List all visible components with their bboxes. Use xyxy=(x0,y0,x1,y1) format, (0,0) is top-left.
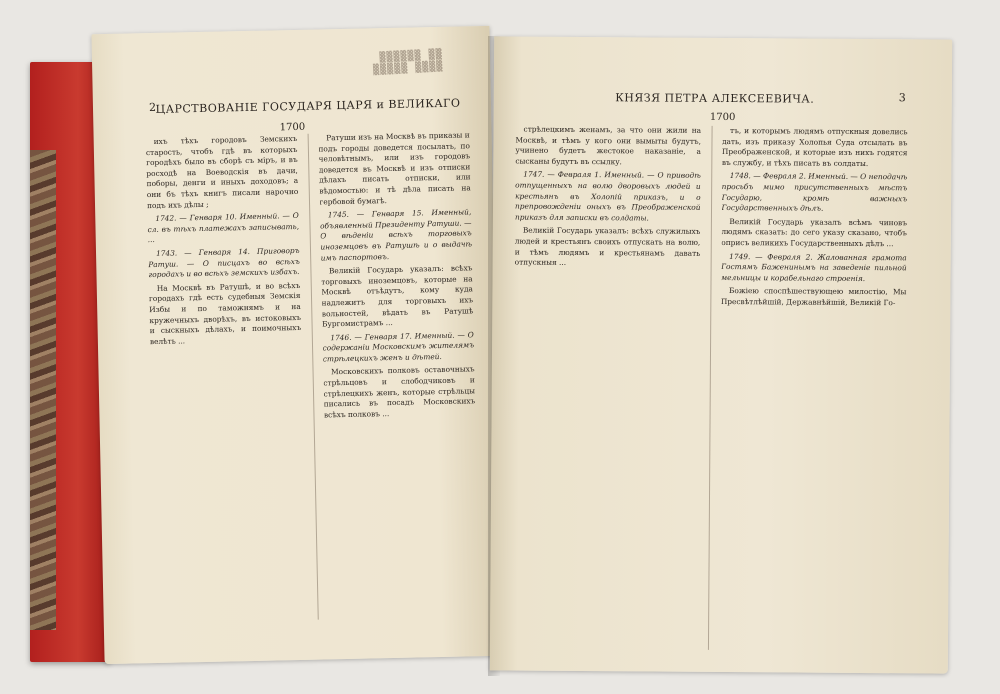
right-year: 1700 xyxy=(709,111,736,124)
book-cover-marble xyxy=(30,150,56,630)
left-page xyxy=(91,26,502,664)
article-heading: 1743. — Генваря 14. Приговоръ Ратуш. — О писцахъ во всѣхъ городахъ и во всѣхъ земскихъ избахъ. xyxy=(148,245,300,280)
left-columns xyxy=(146,130,480,623)
article-heading: 1749. — Февраля 2. Жалованная грамота Гостямъ Баженинымъ на заведеніе пильной мельницы и корабельнаго строенія. xyxy=(721,251,907,283)
right-page xyxy=(490,36,952,673)
paragraph: Великій Государь указалъ всѣмъ чиновъ людямъ сказать: до сего указу сказано, чтобъ оприсъ великихъ Государственныхъ дѣлъ ... xyxy=(721,216,907,249)
left-page-number: 2 xyxy=(148,100,157,115)
paragraph: стрѣлецкимъ женамъ, за что они жили на Москвѣ, и тѣмъ у кого они вымыты будутъ, учинено будетъ жестокое наказаніе, а сысканы будутъ въ ссылку. xyxy=(515,124,702,167)
left-column-2 xyxy=(318,130,480,619)
right-columns xyxy=(512,125,908,652)
right-column-2 xyxy=(718,126,907,651)
article-heading: 1748. — Февраля 2. Именный. — О неподачѣ просьбъ мимо присутственныхъ мѣстъ Государю, кромѣ важныхъ Государственныхъ дѣлъ. xyxy=(721,171,908,213)
paragraph: Божіею споспѣшествующею милостію, Мы Пресвѣтлѣйшій, Державнѣйшій, Великій Го- xyxy=(720,286,907,308)
right-column-1 xyxy=(512,125,701,650)
paragraph: Ратуши изъ на Москвѣ въ приказы и подъ городы доведется посылать, по человѣтнымъ, или изъ городовъ доведется въ Москвѣ и изъ отписки дѣлахъ писать отписки, или вѣдомостью: и тѣ дѣла писать на гербовой бумагѣ. xyxy=(318,130,471,207)
left-running-header: ЦАРСТВОВАНІЕ ГОСУДАРЯ ЦАРЯ и ВЕЛИКАГО xyxy=(155,96,461,116)
right-running-header: КНЯЗЯ ПЕТРА АЛЕКСЕЕВИЧА. xyxy=(615,91,815,106)
left-column-1 xyxy=(146,134,308,623)
article-heading: 1747. — Февраля 1. Именный. — О приводѣ отпущенныхъ на волю дворовыхъ людей и крестьянъ въ Холопій приказъ, и о препровожденіи оныхъ въ Преображенской приказъ для записки въ солдаты. xyxy=(514,169,701,223)
article-heading: 1746. — Генваря 17. Именный. — О содержаніи Московскимъ жителямъ стрѣлецкихъ женъ и дѣтей. xyxy=(322,329,475,364)
right-page-number: 3 xyxy=(898,91,906,105)
article-heading: 1742. — Генваря 10. Именный. — О сл. въ тѣхъ платежахъ записывать, ... xyxy=(147,211,300,245)
column-rule xyxy=(307,134,318,620)
paragraph: тъ, и которымъ людямъ отпускныя довелись дать, изъ приказу Холопья Суда отсылать въ Преображенской, и которые изъ нихъ годятся въ службу, и тѣхъ писать въ солдаты. xyxy=(721,126,908,168)
paragraph: Великій Государь указалъ: всѣхъ служилыхъ людей и крестьянъ своихъ отпускать на волю, и тѣмъ людямъ и крестьянамъ давать отпускныя ... xyxy=(514,225,701,268)
column-rule xyxy=(707,126,712,650)
paragraph: ихъ тѣхъ городовъ Земскихъ старость, чтобъ гдѣ въ которыхъ городѣхъ было въ сборѣ съ міръ, и въ росходѣ на Воеводскія въ дачи, поборы, денги и иныхъ доходовъ; а они бъ тѣхъ книгъ писали нарочно подъ ихъ дѣлы ; xyxy=(145,133,299,210)
paragraph: Великій Государь указалъ: всѣхъ торговыхъ иноземцовъ, которые на Москвѣ отъѣдутъ, кому куда надлежитъ для торговыхъ ихъ вольностей, вѣдать въ Ратушѣ Бургомистрамъ ... xyxy=(321,263,474,329)
paragraph: Московскихъ полковъ оставочныхъ стрѣльцовъ и слободчиковъ и стрѣлецкихъ женъ, которые стрѣльцы писались въ посадъ Московскихъ всѣхъ полковъ ... xyxy=(323,364,476,420)
library-stamp: ▓▓ ▓▓▓▓▓▓ ▓▓▓▓ ▓▓▓▓▓ xyxy=(371,49,443,77)
left-year: 1700 xyxy=(279,121,306,134)
paragraph: На Москвѣ въ Ратушѣ, и во всѣхъ городахъ гдѣ есть судебныя Земскія Избы и по таможнямъ и на кружечныхъ дворѣхъ, въ истоковыхъ и сыскныхъ дѣлахъ, и поимочныхъ велѣть ... xyxy=(148,280,302,346)
article-heading: 1745. — Генваря 15. Именный, объявленный Президенту Ратуши. — О вѣденіи всѣхъ торговыхъ иноземцовъ въ Ратушѣ и о выдачѣ имъ паспортовъ. xyxy=(319,207,473,263)
